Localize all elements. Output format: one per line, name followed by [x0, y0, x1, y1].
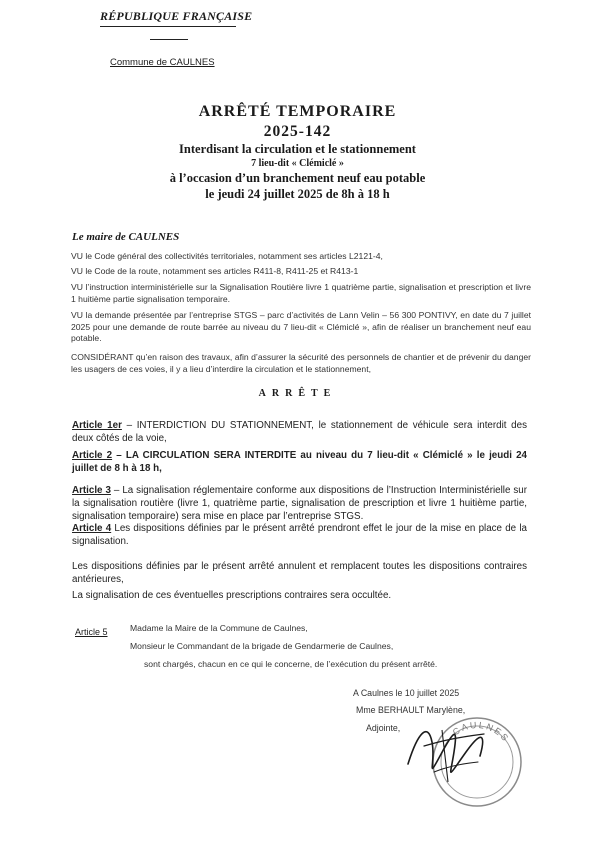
title-location: 7 lieu-dit « Clémiclé »: [251, 158, 344, 169]
visa-paragraph: VU le Code général des collectivités territoriales, notamment ses articles L2121-4,: [71, 251, 383, 261]
considerant-paragraph: CONSIDÉRANT qu’en raison des travaux, afin d’assurer la sécurité des personnels de chantier et de prévenir du danger les usagers de ces voies, il y a lieu d’interdire la circulation et le stationnement,: [71, 352, 531, 374]
arrete-heading: ARRÊTE: [258, 388, 337, 399]
article-5-label: Article 5: [75, 627, 108, 637]
title-date: le jeudi 24 juillet 2025 de 8h à 18 h: [205, 187, 390, 201]
article-label: Article 4: [72, 523, 112, 534]
signatory-name: Mme BERHAULT Marylène,: [356, 705, 466, 715]
article-text: – LA CIRCULATION SERA INTERDITE au niveau du 7 lieu-dit « Clémiclé » le jeudi 24 juillet de 8 h à 18 h,: [72, 450, 527, 474]
divider: [100, 26, 236, 27]
divider: [150, 39, 188, 40]
article-text: – INTERDICTION DU STATIONNEMENT, le stationnement de véhicule sera interdit des deux côtés de la voie,: [72, 420, 527, 444]
article-4: [72, 522, 527, 548]
seal-text: CAULNES: [450, 719, 512, 745]
visa-paragraph: VU la demande présentée par l’entreprise STGS – parc d’activités de Lann Velin – 56 300 PONTIVY, en date du 7 juillet 2025 pour une demande de route barrée au niveau du 7 lieu-dit « Clémiclé », afin de réaliser un branchement neuf eau potable.: [71, 310, 531, 343]
article-2: [72, 449, 527, 475]
handwritten-signature: [388, 712, 498, 792]
article-1: [72, 419, 527, 445]
visa-paragraph: VU l’instruction interministérielle sur la Signalisation Routière livre 1 quatrième partie, signalisation et prescription et livre 1 huitième partie signalisation temporaire.: [71, 282, 531, 304]
dispositions-paragraph: Les dispositions définies par le présent arrêté annulent et remplacent toutes les dispositions contraires antérieures,: [72, 561, 527, 585]
article-3: [72, 484, 527, 523]
article-label: Article 1er: [72, 420, 122, 431]
signature-place-date: A Caulnes le 10 juillet 2025: [353, 688, 460, 698]
article-text: – La signalisation réglementaire conforme aux dispositions de l’Instruction Interministérielle sur la signalisation routière (livre 1, quatrième partie, signalisation de prescription et livre 1 huitième partie, signalisation temporaire) sera mise en place par l’entreprise STGS.: [72, 485, 527, 522]
document-title: ARRÊTÉ TEMPORAIRE: [198, 103, 397, 120]
document-number: 2025-142: [263, 123, 332, 140]
article-label: Article 3: [72, 485, 111, 496]
article-label: Article 2: [72, 450, 113, 461]
visa-paragraph: VU le Code de la route, notamment ses articles R411-8, R411-25 et R413-1: [71, 266, 359, 276]
title-occasion: à l’occasion d’un branchement neuf eau potable: [169, 171, 426, 185]
signatory-role: Adjointe,: [366, 723, 401, 733]
article-5-line: Madame la Maire de la Commune de Caulnes,: [130, 623, 308, 633]
republique-francaise-heading: RÉPUBLIQUE FRANÇAISE: [100, 9, 253, 23]
commune-label: Commune de CAULNES: [110, 57, 215, 68]
article-5-line: sont chargés, chacun en ce qui le concerne, de l’exécution du présent arrêté.: [144, 659, 438, 669]
article-text: Les dispositions définies par le présent arrêté prendront effet le jour de la mise en place de la signalisation.: [72, 523, 527, 547]
title-subject: Interdisant la circulation et le stationnement: [179, 142, 416, 156]
article-5-line: Monsieur le Commandant de la brigade de Gendarmerie de Caulnes,: [130, 641, 394, 651]
maire-heading: Le maire de CAULNES: [72, 231, 180, 243]
signalisation-paragraph: La signalisation de ces éventuelles prescriptions contraires sera occultée.: [72, 590, 392, 601]
